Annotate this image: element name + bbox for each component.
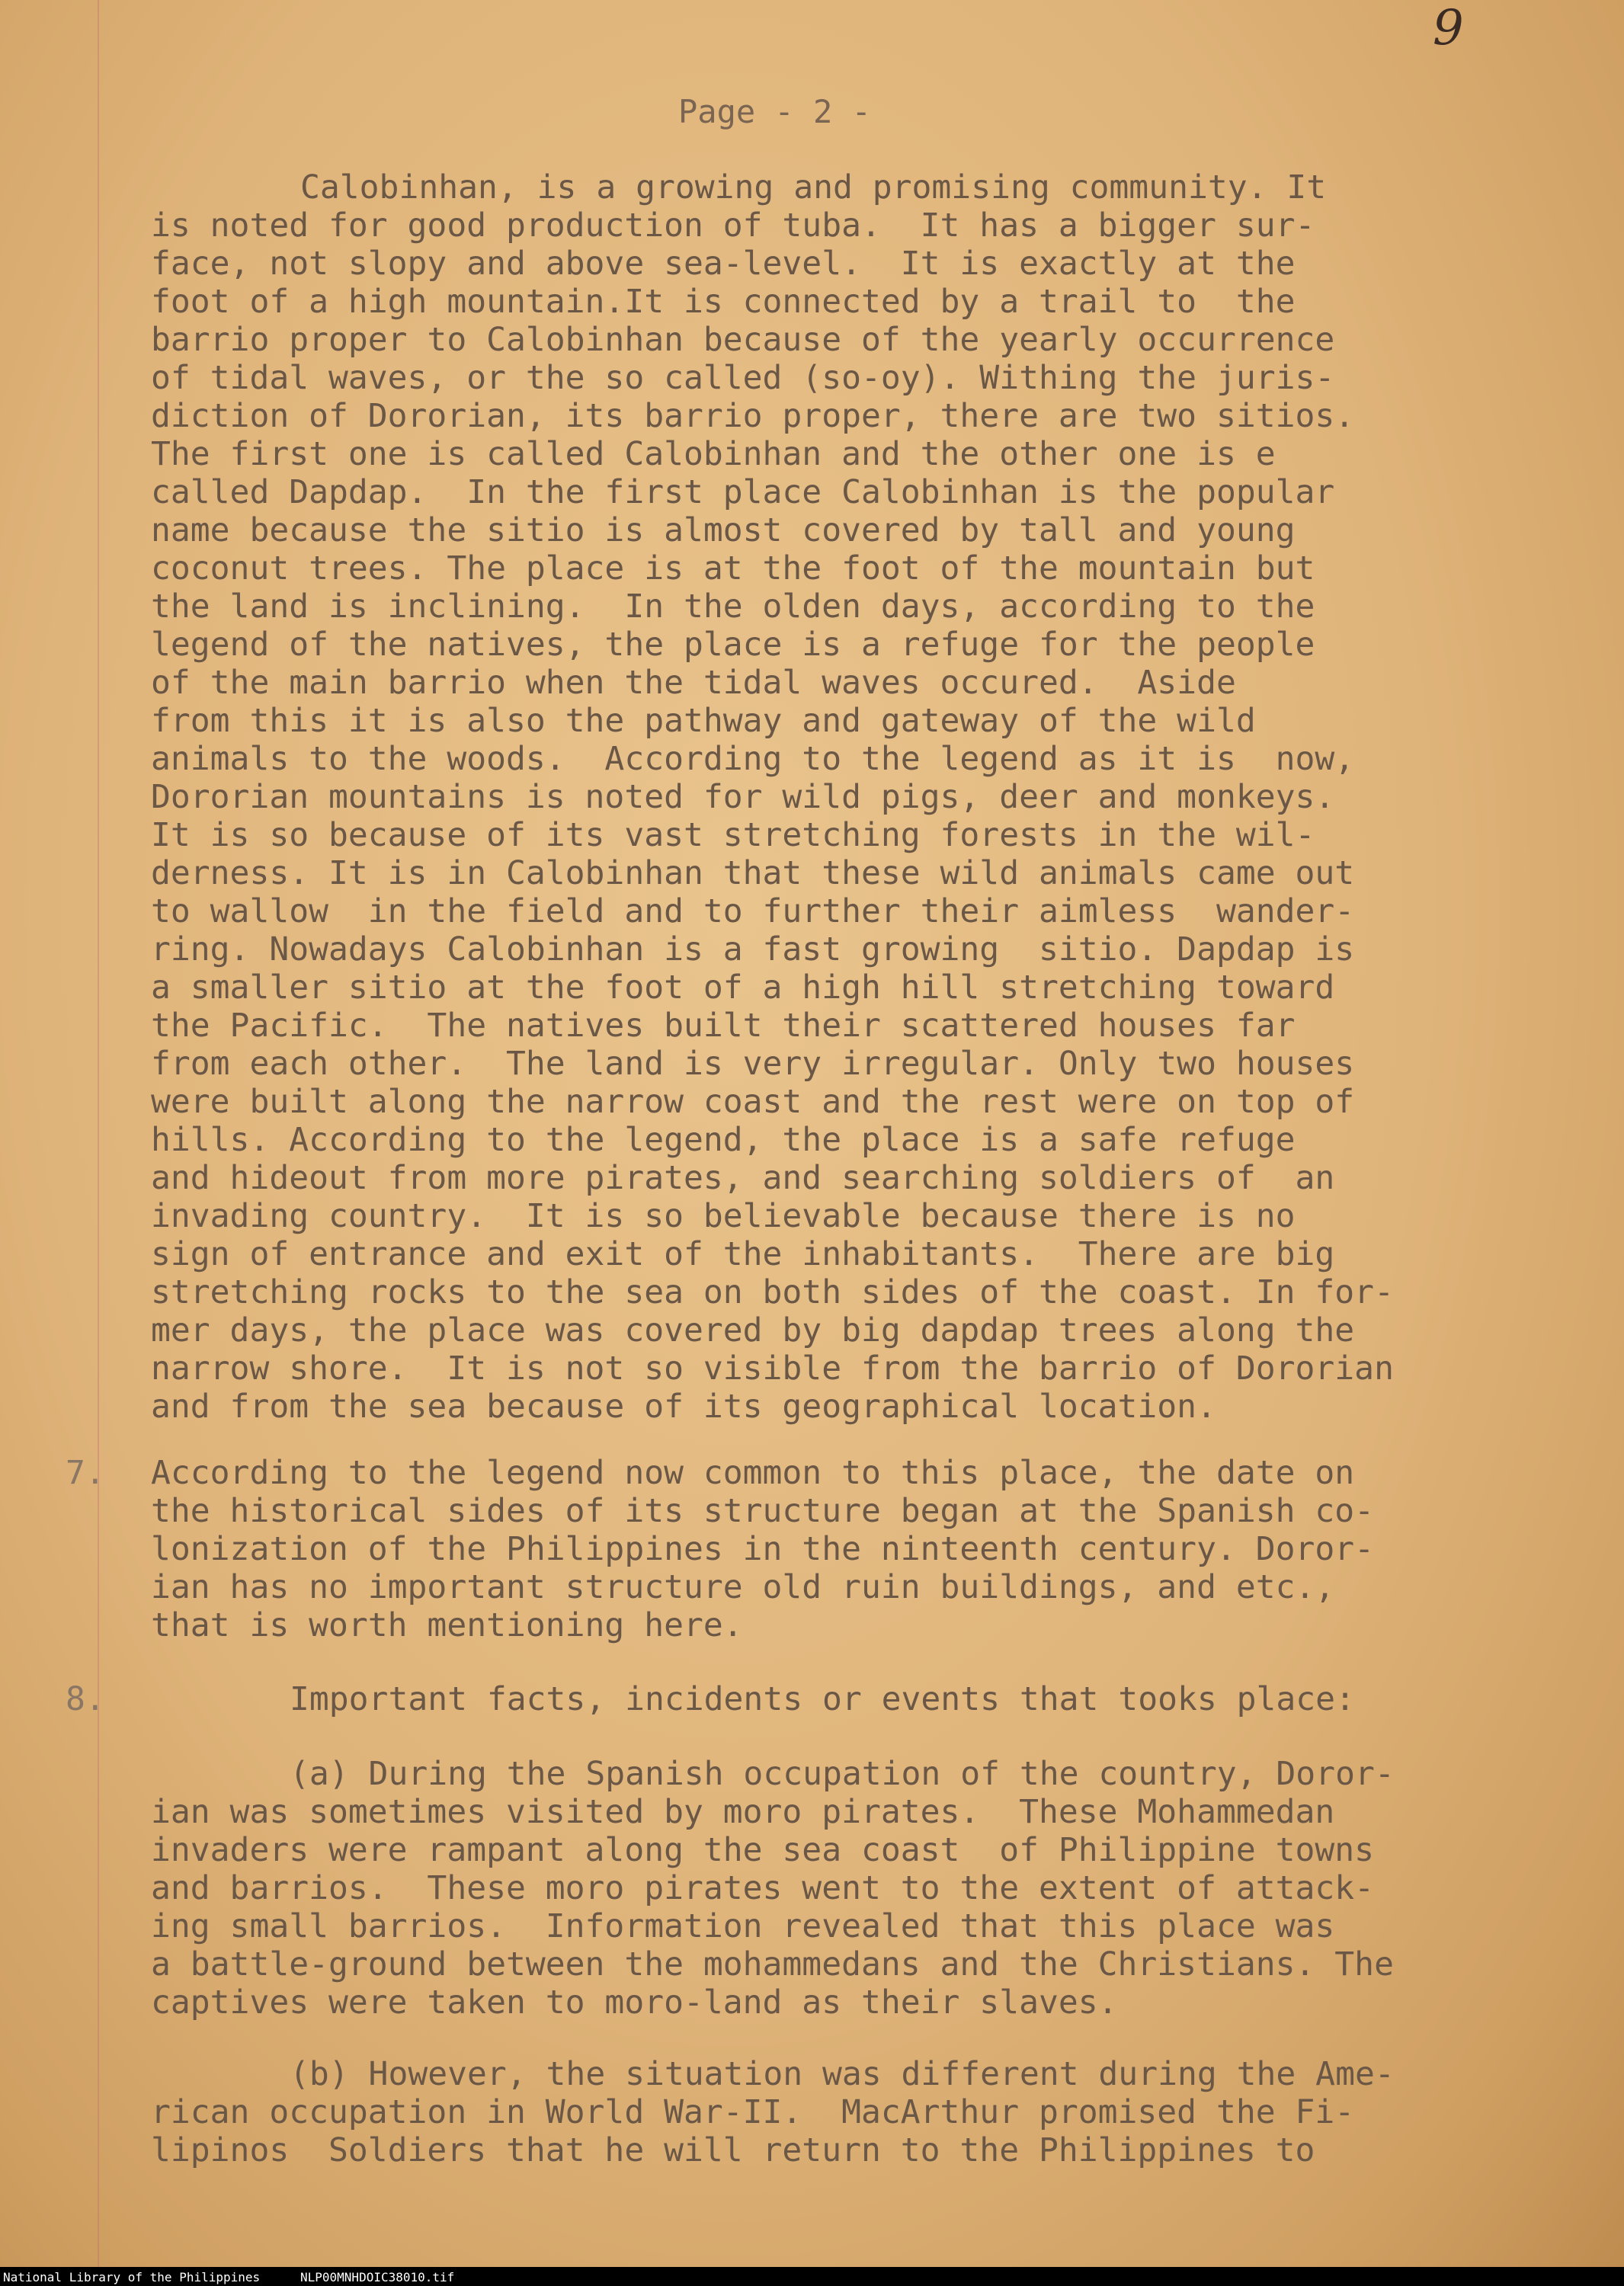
text-line: lonization of the Philippines in the ninteenth century. Doror- — [151, 1530, 1375, 1568]
text-line: is noted for good production of tuba. It has a bigger sur- — [151, 207, 1315, 245]
text-line: ian was sometimes visited by moro pirates. These Mohammedan — [151, 1793, 1335, 1831]
text-line: diction of Dororian, its barrio proper, there are two sitios. — [151, 397, 1355, 435]
text-line: from each other. The land is very irregular. Only two houses — [151, 1045, 1355, 1083]
intro-paragraph — [151, 168, 1576, 1426]
text-line: sign of entrance and exit of the inhabitants. There are big — [151, 1235, 1335, 1273]
text-line: (b) However, the situation was different during the Ame- — [290, 2055, 1395, 2093]
footer-file-id: NLP00MNHDOIC38010.tif — [300, 2270, 455, 2284]
text-line: were built along the narrow coast and the rest were on top of — [151, 1083, 1355, 1121]
text-line: captives were taken to moro-land as their slaves. — [151, 1983, 1118, 2022]
section-7-number: 7. — [66, 1454, 105, 1492]
text-line: to wallow in the field and to further their aimless wander- — [151, 892, 1355, 930]
text-line: of the main barrio when the tidal waves occured. Aside — [151, 664, 1236, 702]
text-line: ing small barrios. Information revealed that this place was — [151, 1907, 1335, 1945]
section-8-heading: Important facts, incidents or events that tooks place: — [290, 1680, 1355, 1718]
text-line: Calobinhan, is a growing and promising community. It — [300, 168, 1327, 207]
scan-footer — [0, 2269, 1624, 2286]
section-8a-paragraph — [151, 1755, 1395, 2022]
text-line: that is worth mentioning here. — [151, 1606, 743, 1644]
text-line: from this it is also the pathway and gateway of the wild — [151, 702, 1256, 740]
section-8-number: 8. — [66, 1680, 105, 1718]
text-line: legend of the natives, the place is a refuge for the people — [151, 626, 1315, 664]
text-line: called Dapdap. In the first place Calobinhan is the popular — [151, 473, 1335, 511]
text-line: and hideout from more pirates, and searching soldiers of an — [151, 1159, 1335, 1197]
text-line: Dororian mountains is noted for wild pigs, deer and monkeys. — [151, 778, 1335, 816]
text-line: invading country. It is so believable because there is no — [151, 1197, 1296, 1235]
text-line: ring. Nowadays Calobinhan is a fast growing sitio. Dapdap is — [151, 930, 1355, 969]
text-line: the historical sides of its structure began at the Spanish co- — [151, 1492, 1375, 1530]
text-line: The first one is called Calobinhan and the other one is e — [151, 435, 1276, 473]
footer-institution: National Library of the Philippines — [3, 2270, 261, 2284]
text-line: (a) During the Spanish occupation of the country, Doror- — [290, 1755, 1395, 1793]
text-line: stretching rocks to the sea on both sides of the coast. In for- — [151, 1273, 1394, 1311]
text-line: name because the sitio is almost covered by tall and young — [151, 511, 1296, 549]
text-line: a smaller sitio at the foot of a high hill stretching toward — [151, 969, 1335, 1007]
text-line: a battle-ground between the mohammedans and the Christians. The — [151, 1945, 1394, 1983]
text-line: and from the sea because of its geographical location. — [151, 1388, 1216, 1426]
text-line: narrow shore. It is not so visible from the barrio of Dororian — [151, 1350, 1394, 1388]
text-line: rican occupation in World War-II. MacArthur promised the Fi- — [151, 2093, 1355, 2131]
text-line: and barrios. These moro pirates went to the extent of attack- — [151, 1869, 1375, 1907]
text-line: invaders were rampant along the sea coast of Philippine towns — [151, 1831, 1375, 1869]
text-line: of tidal waves, or the so called (so-oy). Withing the juris- — [151, 359, 1335, 397]
text-line: barrio proper to Calobinhan because of the yearly occurrence — [151, 321, 1335, 359]
margin-rule — [98, 0, 99, 2267]
folio-number: 9 — [1433, 0, 1464, 56]
text-line: foot of a high mountain.It is connected by a trail to the — [151, 283, 1296, 321]
text-line: According to the legend now common to this place, the date on — [151, 1454, 1355, 1492]
text-line: mer days, the place was covered by big dapdap trees along the — [151, 1311, 1355, 1350]
text-line: ian has no important structure old ruin buildings, and etc., — [151, 1568, 1335, 1606]
text-line: face, not slopy and above sea-level. It is exactly at the — [151, 245, 1296, 283]
text-line: hills. According to the legend, the place is a safe refuge — [151, 1121, 1296, 1159]
text-line: coconut trees. The place is at the foot of the mountain but — [151, 549, 1315, 588]
text-line: derness. It is in Calobinhan that these wild animals came out — [151, 854, 1355, 892]
text-line: lipinos Soldiers that he will return to the Philippines to — [151, 2131, 1315, 2169]
text-line: animals to the woods. According to the legend as it is now, — [151, 740, 1355, 778]
text-line: the land is inclining. In the olden days, according to the — [151, 588, 1315, 626]
text-line: the Pacific. The natives built their scattered houses far — [151, 1007, 1296, 1045]
section-8b-paragraph — [151, 2055, 1395, 2169]
page-header: Page - 2 - — [678, 93, 871, 130]
section-7-paragraph — [151, 1454, 1374, 1644]
text-line: It is so because of its vast stretching forests in the wil- — [151, 816, 1315, 854]
